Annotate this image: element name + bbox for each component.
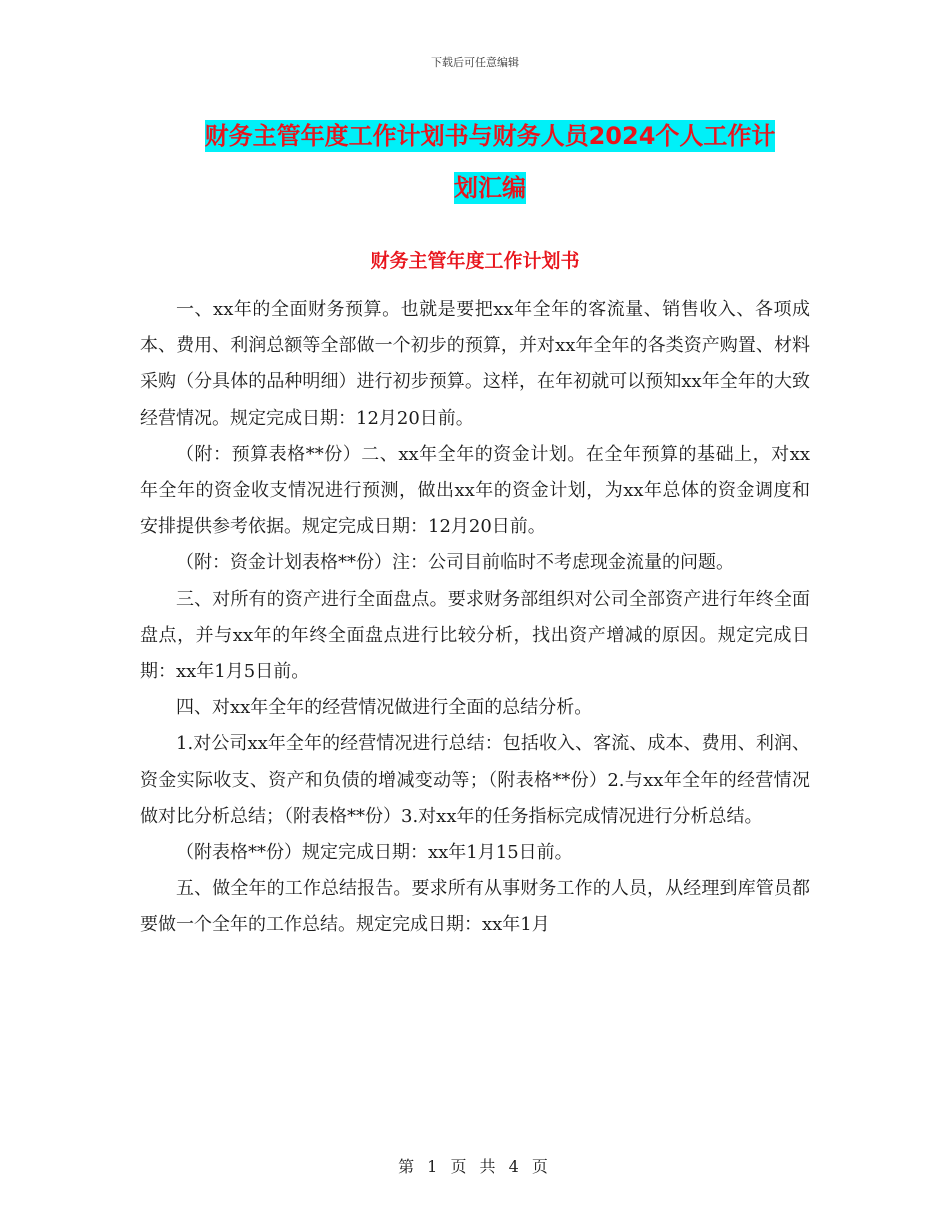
paragraph: 五、做全年的工作总结报告。要求所有从事财务工作的人员，从经理到库管员都要做一个全年的工作总结。规定完成日期：xx年1月 — [140, 878, 810, 936]
paragraph: （附表格**份）规定完成日期：xx年1月15日前。 — [176, 842, 573, 864]
document-body — [140, 292, 810, 944]
page-header-note: 下载后可任意编辑 — [431, 56, 519, 69]
paragraph: 四、对xx年全年的经营情况做进行全面的总结分析。 — [176, 697, 593, 719]
paragraph: （附：预算表格**份）二、xx年全年的资金计划。在全年预算的基础上，对xx年全年的资金收支情况进行预测，做出xx年的资金计划，为xx年总体的资金调度和安排提供参考依据。规定完成日期：12月20日前。 — [140, 443, 810, 538]
document-title-line-2: 划汇编 — [454, 174, 526, 202]
document-title-line-1: 财务主管年度工作计划书与财务人员2024个人工作计 — [204, 122, 776, 150]
paragraph: 一、xx年的全面财务预算。也就是要把xx年全年的客流量、销售收入、各项成本、费用、利润总额等全部做一个初步的预算，并对xx年全年的各类资产购置、材料采购（分具体的品种明细）进行初步预算。这样，在年初就可以预知xx年全年的大致经营情况。规定完成日期：12月20日前。 — [140, 299, 810, 429]
document-title — [140, 110, 840, 214]
paragraph: （附：资金计划表格**份）注：公司目前临时不考虑现金流量的问题。 — [176, 552, 734, 574]
paragraph: 1.对公司xx年全年的经营情况进行总结：包括收入、客流、成本、费用、利润、资金实际收支、资产和负债的增减变动等；（附表格**份）2.与xx年全年的经营情况做对比分析总结；（附表格**份）3.对xx年的任务指标完成情况进行分析总结。 — [140, 733, 810, 827]
paragraph: 三、对所有的资产进行全面盘点。要求财务部组织对公司全部资产进行年终全面盘点，并与xx年的年终全面盘点进行比较分析，找出资产增减的原因。规定完成日期：xx年1月5日前。 — [140, 588, 810, 683]
page-number: 第 1 页 共 4 页 — [398, 1157, 552, 1176]
section-title: 财务主管年度工作计划书 — [370, 250, 580, 272]
